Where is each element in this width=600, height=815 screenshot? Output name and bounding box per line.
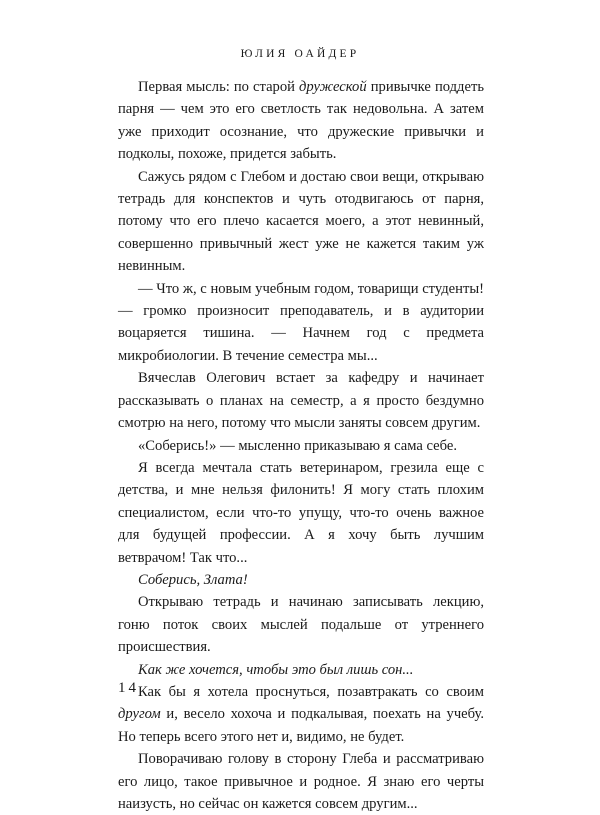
paragraph [118,681,484,748]
dialogue-paragraph: — Что ж, с новым учебным годом, товарищи студенты! — громко произносит преподаватель, и в аудитории воцаряется тишина. — Начнем год с предмета микробиологии. В течение семестра мы... [118,280,484,364]
paragraph-text: Первая мысль: по старой [138,79,300,95]
paragraph: «Соберись!» — мысленно приказываю я сама себе. [138,437,457,454]
paragraph-text: привычке поддеть парня — чем это его светлость так недовольна. А затем уже приходит осознание, что дружеские привычки и подколы, похоже, придется забыть. [118,79,484,163]
paragraph-text: и, весело хохоча и подкалывая, поехать на учебу. Но теперь всего этого нет и, видимо, не будет. [118,706,484,745]
italic-thought: Как же хочется, чтобы это был лишь сон... [138,661,414,678]
paragraph: Вячеслав Олегович встает за кафедру и начинает рассказывать о планах на семестр, а я просто бездумно смотрю на него, потому что мысли заняты совсем другим. [118,370,484,432]
paragraph-text: Как бы я хотела проснуться, позавтракать со своим [138,683,484,700]
paragraph: Открываю тетрадь и начинаю записывать лекцию, гоню поток своих мыслей подальше от утреннего происшествия. [118,594,484,656]
paragraph: Поворачиваю голову в сторону Глеба и рассматриваю его лицо, такое привычное и родное. Я знаю его черты наизусть, но сейчас он кажется совсем другим... [118,751,484,812]
paragraph: Сажусь рядом с Глебом и достаю свои вещи, открываю тетрадь для конспектов и чуть отодвигаюсь от парня, потому что его плечо касается моего, а этот невинный, совершенно привычный жест уже не кажется таким уж невинным. [118,168,484,275]
italic-thought: Соберись, Злата! [138,571,248,588]
main-text [118,76,484,815]
paragraph [118,76,484,166]
emphasis-text: другом [118,706,161,723]
page-number: 14 [118,680,139,696]
paragraph: Я всегда мечтала стать ветеринаром, грезила еще с детства, и мне нельзя филонить! Я могу стать плохим специалистом, если что-то упущу, что-то очень важное для будущей профессии. А я хочу быть лучшим ветврачом! Так что... [118,459,484,566]
running-header: ЮЛИЯ ОАЙДЕР [240,48,360,60]
emphasis-text: дружеской [299,79,367,95]
